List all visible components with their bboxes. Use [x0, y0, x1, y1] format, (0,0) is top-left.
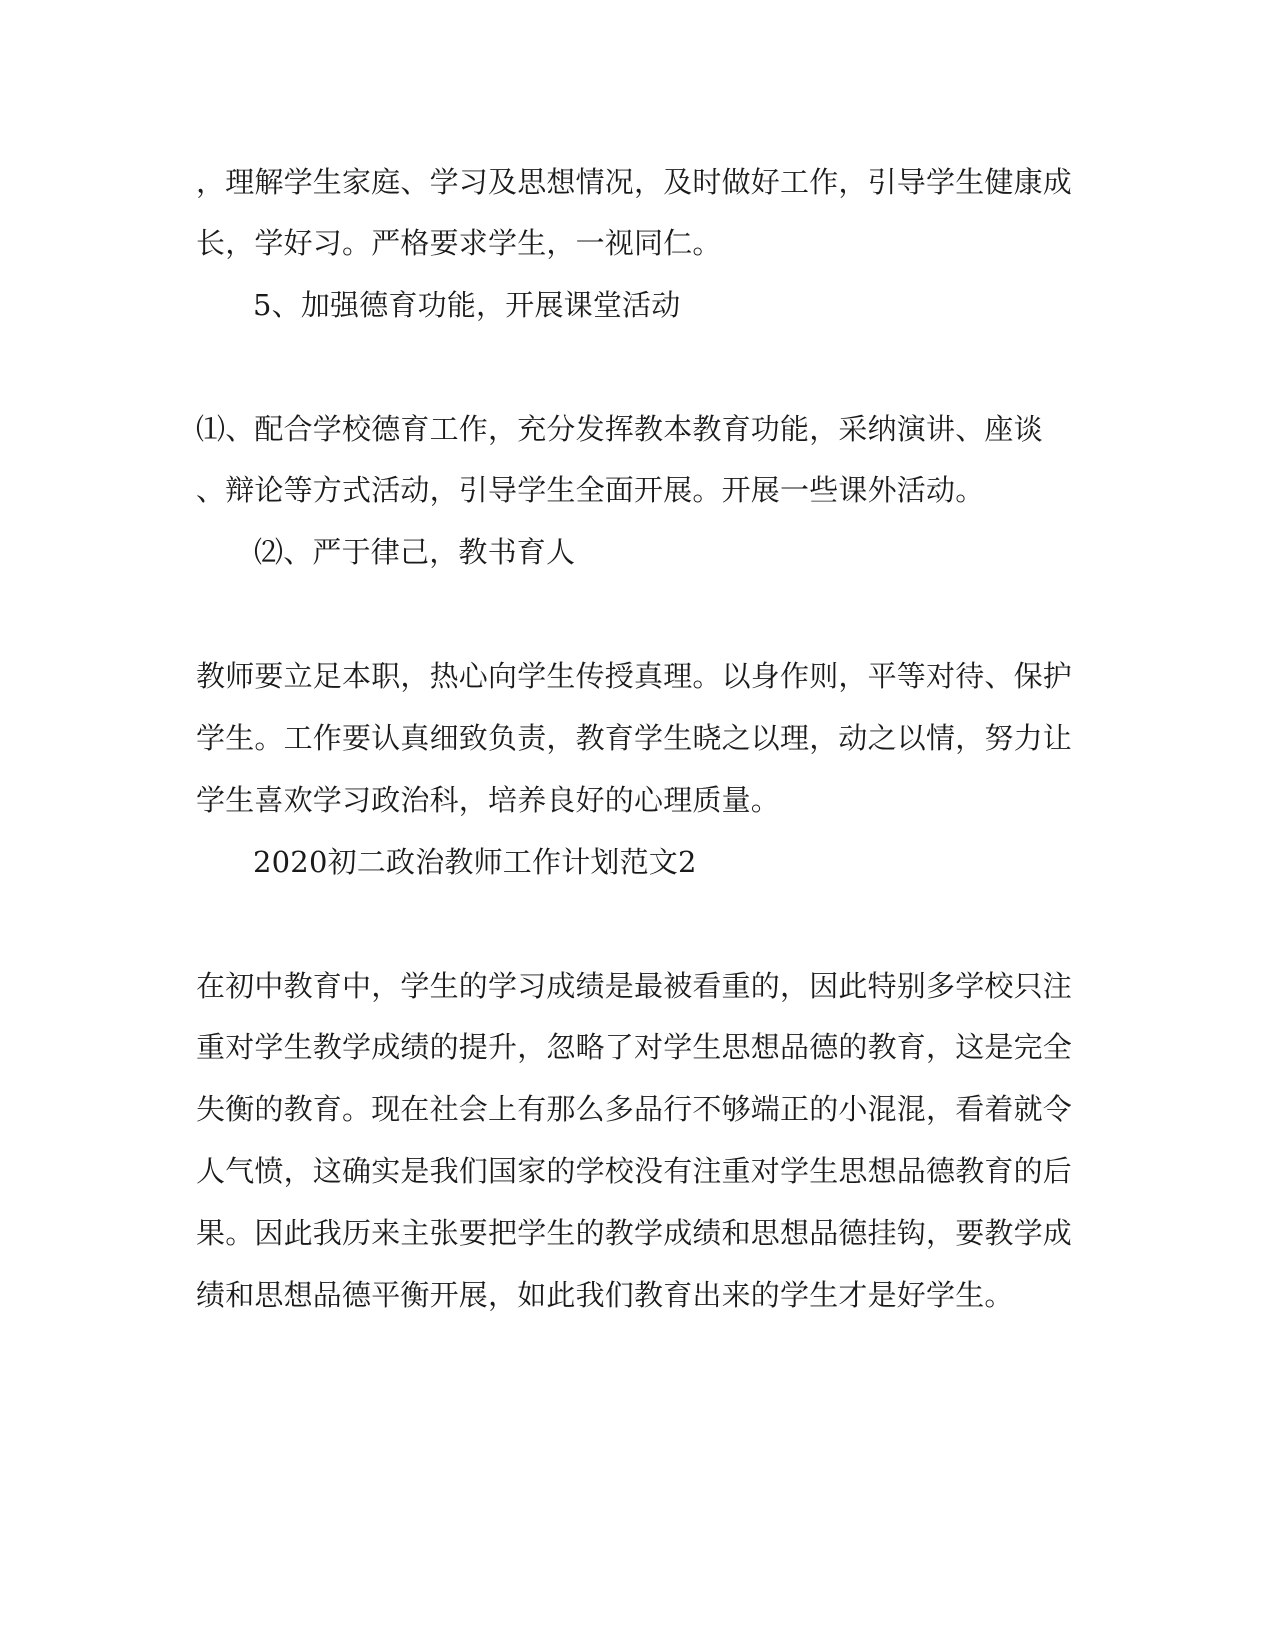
paragraph-line: ，理解学生家庭、学习及思想情况，及时做好工作，引导学生健康成 [196, 165, 1073, 199]
paragraph-line: 在初中教育中，学生的学习成绩是最被看重的，因此特别多学校只注 [196, 969, 1073, 1003]
paragraph-line: 长，学好习。严格要求学生，一视同仁。 [196, 226, 722, 260]
document-subtitle: 2020初二政治教师工作计划范文2 [253, 845, 697, 879]
paragraph-line: 果。因此我历来主张要把学生的教学成绩和思想品德挂钩，要教学成 [196, 1216, 1073, 1250]
paragraph-line: 教师要立足本职，热心向学生传授真理。以身作则，平等对待、保护 [196, 659, 1073, 693]
section-heading: 5、加强德育功能，开展课堂活动 [253, 288, 681, 322]
paragraph-line: 学生喜欢学习政治科，培养良好的心理质量。 [196, 783, 781, 817]
paragraph-line: 学生。工作要认真细致负责，教育学生晓之以理，动之以情，努力让 [196, 721, 1073, 755]
paragraph-line: ⑴、配合学校德育工作，充分发挥教本教育功能，采纳演讲、座谈 [196, 412, 1043, 446]
paragraph-line: 、辩论等方式活动，引导学生全面开展。开展一些课外活动。 [196, 473, 985, 507]
paragraph-line: 失衡的教育。现在社会上有那么多品行不够端正的小混混，看着就令 [196, 1092, 1073, 1126]
paragraph-line: 重对学生教学成绩的提升，忽略了对学生思想品德的教育，这是完全 [196, 1030, 1073, 1064]
section-heading: ⑵、严于律己，教书育人 [254, 535, 576, 569]
paragraph-line: 人气愤，这确实是我们国家的学校没有注重对学生思想品德教育的后 [196, 1154, 1073, 1188]
paragraph-line: 绩和思想品德平衡开展，如此我们教育出来的学生才是好学生。 [196, 1278, 1014, 1312]
